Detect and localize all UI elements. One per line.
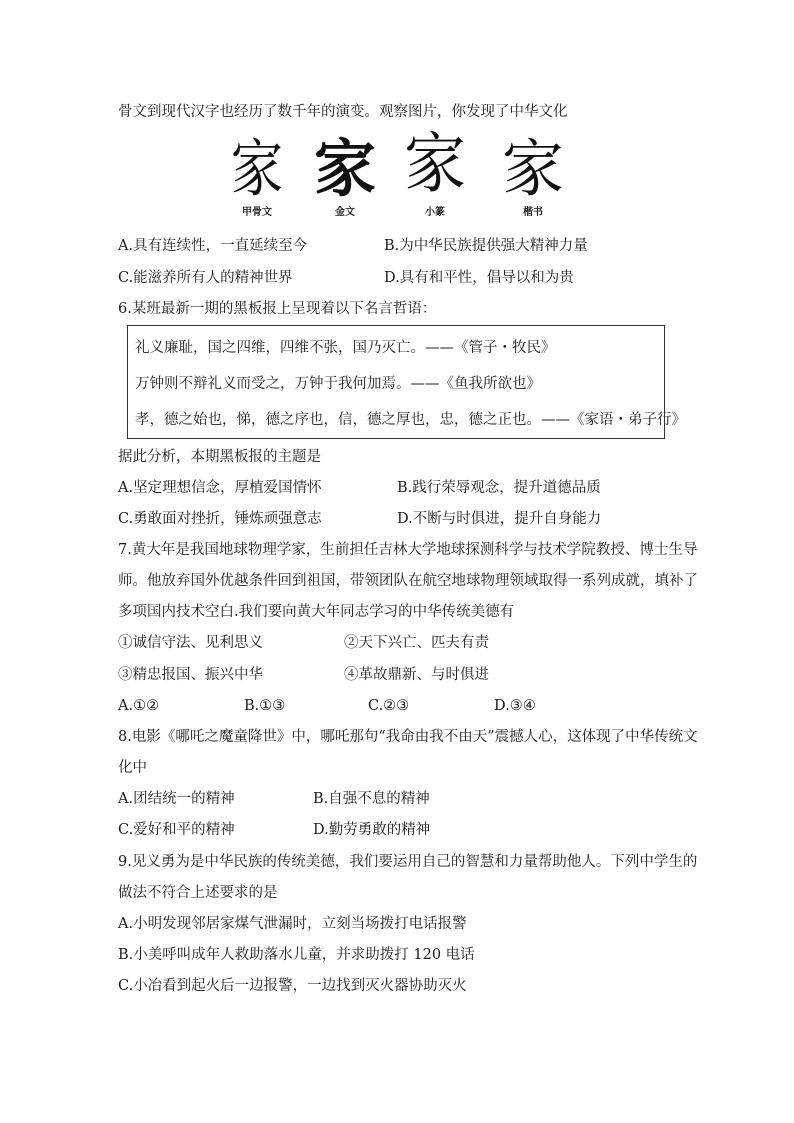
quote-1: 礼义廉耻，国之四维，四维不张，国乃灭亡。——《管子・牧民》 (135, 340, 556, 356)
q8-option-b: B.自强不息的精神 (313, 791, 430, 807)
q9-option-a: A.小明发现邻居家煤气泄漏时，立刻当场拨打电话报警 (118, 916, 467, 932)
q5-option-c: C.能滋养所有人的精神世界 (118, 270, 293, 286)
q7-line-3: 多项国内技术空白.我们要向黄大年同志学习的中华传统美德有 (118, 604, 515, 620)
caption-oracle-bone: 甲骨文 (242, 207, 272, 218)
q7-item-3: ③精忠报国、振兴中华 (118, 667, 263, 683)
q6-option-c: C.勇敢面对挫折，锤炼顽强意志 (118, 511, 322, 527)
q8-line-1: 8.电影《哪吒之魔童降世》中，哪吒那句“我命由我不由天”震撼人心，这体现了中华传统文 (118, 729, 698, 745)
small-seal-glyph: 家 小篆 (400, 132, 470, 220)
caption-regular-script: 楷书 (523, 207, 543, 218)
character-evolution-figure (222, 132, 572, 224)
q6-option-a: A.坚定理想信念，厚植爱国情怀 (118, 480, 322, 496)
quote-2: 万钟则不辩礼义而受之，万钟于我何加焉。——《鱼我所欲也》 (135, 376, 541, 392)
q6-stem: 6.某班最新一期的黑板报上呈现着以下名言哲语： (118, 301, 437, 317)
q7-item-1: ①诚信守法、见利思义 (118, 635, 263, 651)
q8-option-d: D.勤劳勇敢的精神 (313, 822, 431, 838)
quote-3: 孝，德之始也，悌，德之序也，信，德之厚也，忠，德之正也。——《家语・弟子行》 (135, 412, 686, 428)
q8-line-2: 化中 (118, 760, 147, 776)
q5-option-d: D.具有和平性，倡导以和为贵 (384, 270, 574, 286)
regular-script-glyph: 家 楷书 (498, 132, 568, 220)
quote-box (127, 325, 686, 439)
q7-option-b: B.①③ (244, 698, 286, 714)
q7-option-a: A.①② (118, 698, 160, 714)
q9-option-c: C.小冶看到起火后一边报警，一边找到灭火器协助灭火 (118, 978, 467, 994)
q9-option-b: B.小美呼叫成年人救助落水儿童，并求助拨打 120 电话 (118, 947, 475, 963)
q7-line-2: 师。他放弃国外优越条件回到祖国，带领团队在航空地球物理领域取得一系列成就，填补了 (118, 573, 698, 589)
intro-line: 骨文到现代汉字也经历了数千年的演变。观察图片，你发现了中华文化 (118, 104, 568, 120)
q5-option-b: B.为中华民族提供强大精神力量 (384, 238, 588, 254)
q7-option-d: D.③④ (494, 698, 536, 714)
q6-prompt: 据此分析，本期黑板报的主题是 (118, 449, 321, 465)
q8-option-c: C.爱好和平的精神 (118, 822, 235, 838)
q9-line-1: 9.见义勇为是中华民族的传统美德，我们要运用自己的智慧和力量帮助他人。下列中学生的 (118, 854, 698, 870)
q7-item-4: ④革故鼎新、与时俱进 (344, 667, 489, 683)
q5-option-a: A.具有连续性，一直延续至今 (118, 238, 308, 254)
caption-bronze: 金文 (335, 207, 355, 218)
bronze-glyph: 家 金文 (310, 132, 380, 220)
caption-small-seal: 小篆 (425, 207, 445, 218)
q7-option-c: C.②③ (368, 698, 410, 714)
q6-option-b: B.践行荣辱观念，提升道德品质 (397, 480, 601, 496)
q7-item-2: ②天下兴亡、匹夫有责 (344, 635, 489, 651)
q7-line-1: 7.黄大年是我国地球物理学家，生前担任吉林大学地球探测科学与技术学院教授、博士生导 (118, 542, 698, 558)
oracle-bone-glyph: 家 甲骨文 (222, 132, 292, 220)
q6-option-d: D.不断与时俱进，提升自身能力 (397, 511, 602, 527)
q9-line-2: 做法不符合上述要求的是 (118, 885, 278, 901)
q8-option-a: A.团结统一的精神 (118, 791, 235, 807)
